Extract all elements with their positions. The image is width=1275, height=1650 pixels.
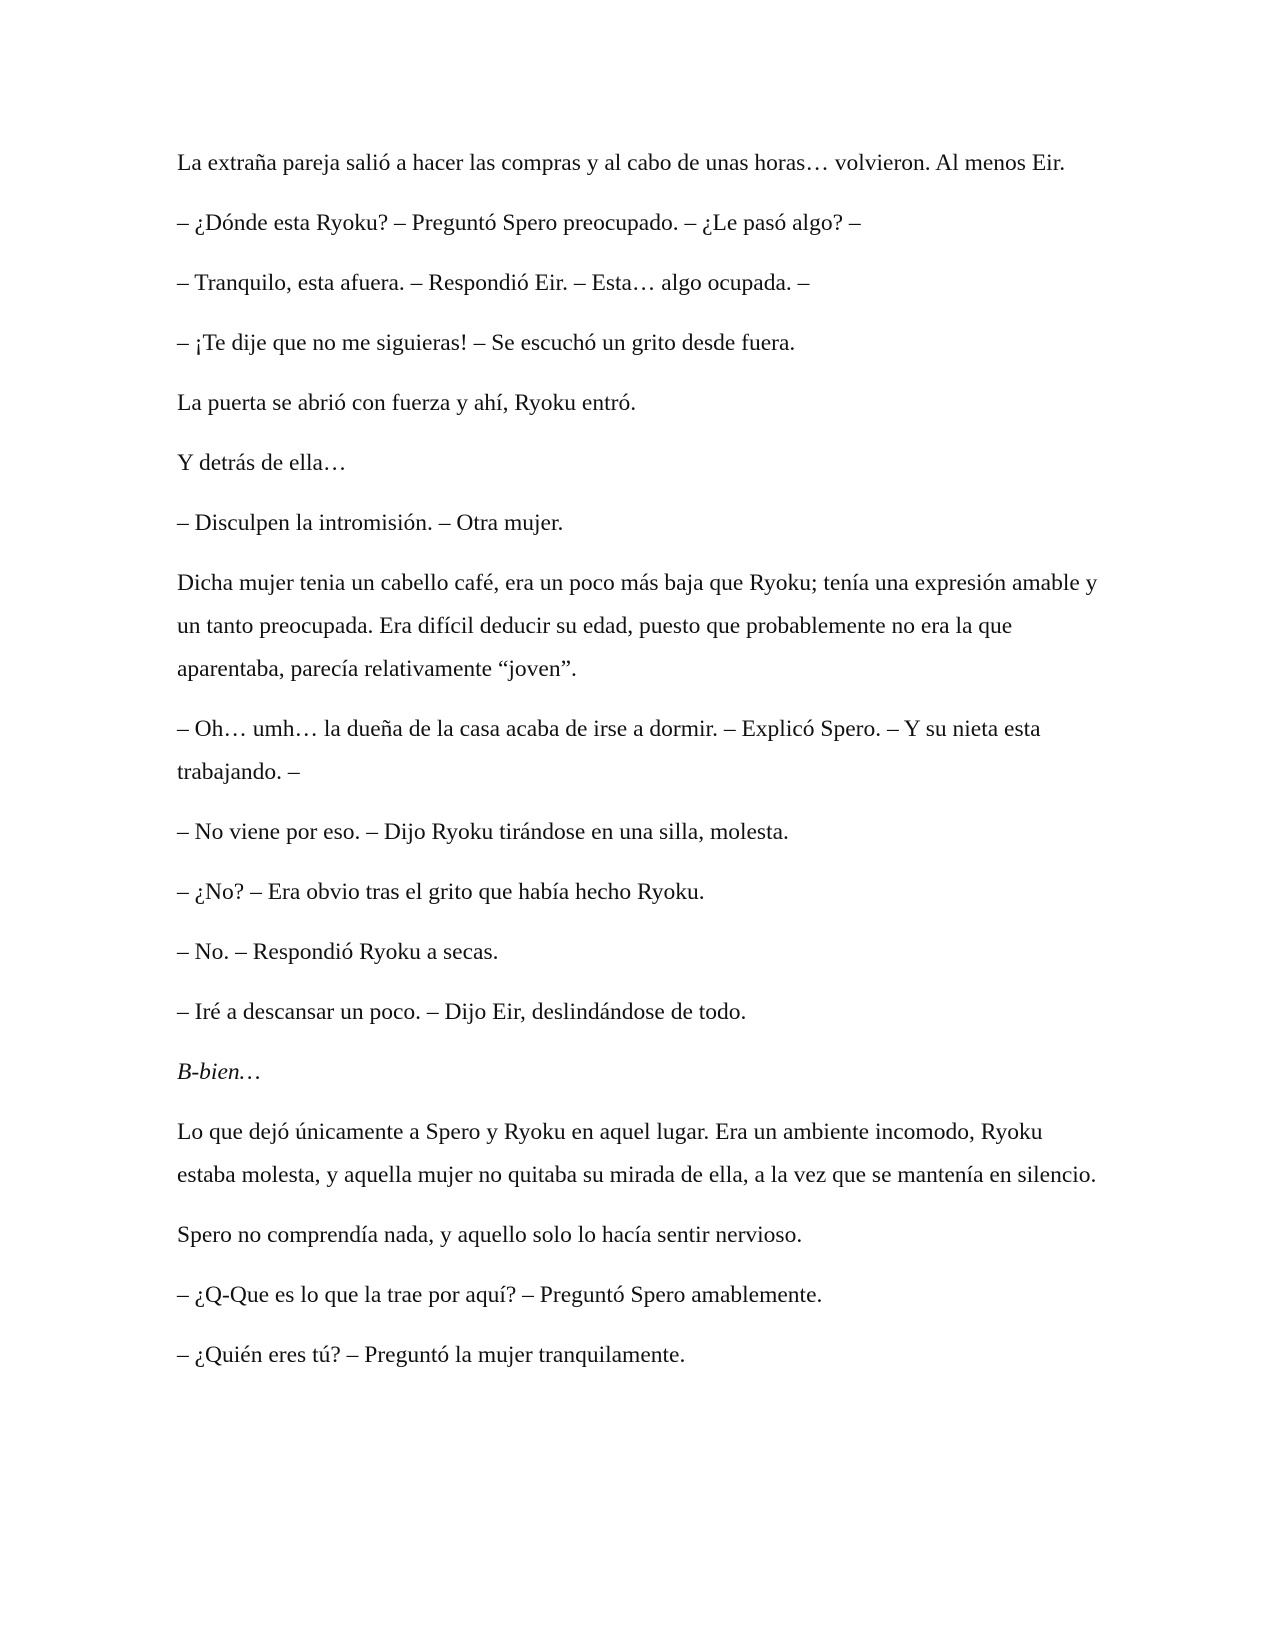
paragraph: Spero no comprendía nada, y aquello solo lo hacía sentir nervioso.	[177, 1222, 803, 1248]
paragraph: – ¿Quién eres tú? – Preguntó la mujer tranquilamente.	[177, 1342, 686, 1368]
paragraph: – No viene por eso. – Dijo Ryoku tirándose en una silla, molesta.	[177, 819, 789, 845]
paragraph: Lo que dejó únicamente a Spero y Ryoku en aquel lugar. Era un ambiente incomodo, Ryoku estaba molesta, y aquella mujer no quitaba su mirada de ella, a la vez que se mantenía en silencio.	[177, 1119, 1097, 1188]
paragraph: – Iré a descansar un poco. – Dijo Eir, deslindándose de todo.	[177, 999, 747, 1025]
paragraph: – Tranquilo, esta afuera. – Respondió Eir. – Esta… algo ocupada. –	[177, 270, 810, 296]
paragraph: – ¡Te dije que no me siguieras! – Se escuchó un grito desde fuera.	[177, 330, 796, 356]
paragraph: – ¿Q-Que es lo que la trae por aquí? – Preguntó Spero amablemente.	[177, 1282, 823, 1308]
document-body	[177, 142, 1107, 1394]
paragraph: La extraña pareja salió a hacer las compras y al cabo de unas horas… volvieron. Al menos Eir.	[177, 150, 1066, 176]
paragraph-italic: B-bien…	[177, 1059, 261, 1085]
paragraph: Y detrás de ella…	[177, 450, 347, 476]
paragraph: Dicha mujer tenia un cabello café, era un poco más baja que Ryoku; tenía una expresión amable y un tanto preocupada. Era difícil deducir su edad, puesto que probablemente no era la que aparentaba, parecía relativamente “joven”.	[177, 570, 1098, 682]
paragraph: – No. – Respondió Ryoku a secas.	[177, 939, 499, 965]
paragraph: – ¿Dónde esta Ryoku? – Preguntó Spero preocupado. – ¿Le pasó algo? –	[177, 210, 861, 236]
paragraph: – Oh… umh… la dueña de la casa acaba de irse a dormir. – Explicó Spero. – Y su nieta esta trabajando. –	[177, 716, 1041, 785]
paragraph: – ¿No? – Era obvio tras el grito que había hecho Ryoku.	[177, 879, 705, 905]
paragraph: La puerta se abrió con fuerza y ahí, Ryoku entró.	[177, 390, 637, 416]
paragraph: – Disculpen la intromisión. – Otra mujer.	[177, 510, 564, 536]
